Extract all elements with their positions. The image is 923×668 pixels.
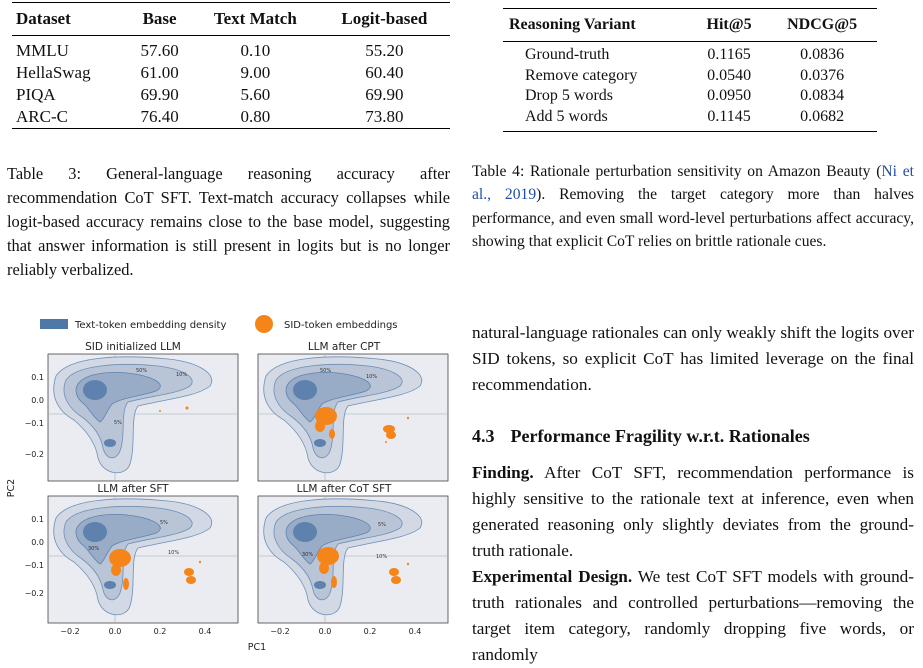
table-cell: Remove category (525, 66, 638, 84)
table-4-header: Hit@5 (691, 9, 767, 42)
legend-label: SID-token embeddings (284, 320, 398, 331)
section-number: 4.3 (472, 426, 495, 446)
table-cell: 0.0836 (800, 46, 845, 64)
table-cell: 0.0540 (707, 66, 752, 84)
table-cell: 60.40 (365, 63, 404, 82)
section-heading (472, 426, 914, 447)
table-4-caption (472, 160, 914, 254)
citation-link[interactable]: Ni et al., 2019 (472, 163, 914, 204)
y-tick-label: 0.0 (31, 538, 44, 547)
design-paragraph (472, 564, 914, 668)
x-tick-label: −0.2 (270, 627, 290, 636)
table-cell: PIQA (16, 85, 56, 104)
design-label: Experimental Design. (472, 567, 633, 586)
contour-label: 30% (302, 552, 314, 558)
panel-after-cpt (258, 354, 448, 481)
panel-title: LLM after CoT SFT (296, 483, 392, 495)
contour-label: 50% (320, 368, 332, 374)
legend-label: Text-token embedding density (75, 320, 227, 331)
pca-figure (0, 312, 460, 657)
table-cell: 0.0834 (800, 87, 845, 105)
finding-text: After CoT SFT, recommendation performance is highly sensitive to the rationale text at inference, even when generated reasoning only slightly deviates from the ground-truth rationale. (472, 463, 914, 560)
y-tick-label: −0.1 (24, 561, 44, 570)
x-tick-label: 0.2 (363, 627, 377, 636)
x-tick-label: −0.2 (60, 627, 80, 636)
y-axis-label: PC2 (6, 478, 17, 498)
y-tick-label: 0.1 (31, 373, 44, 382)
contour-label: 50% (136, 368, 148, 374)
table-cell: 0.0682 (800, 107, 845, 125)
table-cell: 0.1145 (707, 107, 751, 125)
table-cell: 0.80 (240, 107, 271, 126)
table-row (12, 62, 450, 84)
table-cell: MMLU (16, 41, 69, 60)
y-tick-label: −0.1 (24, 419, 44, 428)
panel-title: LLM after CPT (307, 341, 381, 353)
table-cell: HellaSwag (16, 63, 91, 82)
panel-title: LLM after SFT (97, 483, 169, 495)
table-cell: 55.20 (365, 41, 404, 60)
y-tick-label: −0.2 (24, 589, 44, 598)
contour-label: 10% (176, 372, 188, 378)
panel-after-cot-sft (258, 496, 448, 623)
table-cell: 69.90 (365, 85, 404, 104)
table-cell: 76.40 (140, 107, 179, 126)
table-4-header: Reasoning Variant (503, 9, 691, 42)
table-row (503, 86, 877, 107)
table-cell: 0.1165 (707, 46, 751, 64)
panel-after-sft (48, 496, 238, 623)
table-cell: 61.00 (140, 63, 179, 82)
contour-label: 10% (168, 550, 180, 556)
finding-label: Finding. (472, 463, 534, 482)
contour-label: 10% (366, 374, 378, 380)
finding-paragraph (472, 460, 914, 564)
table-3-header: Dataset (12, 3, 127, 36)
table-4 (503, 8, 877, 132)
table-cell: 57.60 (140, 41, 179, 60)
table-cell: Add 5 words (525, 107, 608, 125)
contour-label: 5% (378, 522, 386, 528)
y-tick-label: 0.1 (31, 515, 44, 524)
panel-title: SID initialized LLM (85, 341, 181, 353)
caption-text: Table 4: Rationale perturbation sensitivity on Amazon Beauty ( (472, 163, 882, 180)
table-3-caption: Table 3: General-language reasoning accuracy after recommendation CoT SFT. Text-match accuracy collapses while logit-based accuracy remains close to the base model, suggesting that answer information is still present in logits but is no longer reliably verbalized. (7, 164, 450, 279)
x-tick-label: 0.4 (198, 627, 212, 636)
table-cell: 0.0376 (800, 66, 845, 84)
design-text: We test CoT SFT models with ground-truth rationales and controlled perturbations—removing the target item category, randomly dropping five words, or randomly (472, 567, 914, 664)
table-cell: ARC-C (16, 107, 68, 126)
x-tick-label: 0.2 (153, 627, 167, 636)
table-cell: Drop 5 words (525, 87, 613, 105)
contour-label: 10% (376, 554, 388, 560)
y-tick-label: −0.2 (24, 450, 44, 459)
section-title: Performance Fragility w.r.t. Rationales (510, 426, 810, 446)
table-row (503, 42, 877, 66)
caption-text: ). Removing the target category more than halves performance, and even small word-level perturbations affect accuracy, showing that explicit CoT relies on brittle rationale cues. (472, 186, 914, 251)
x-tick-label: 0.0 (318, 627, 332, 636)
table-cell: 0.10 (240, 41, 271, 60)
legend-swatch-density (40, 319, 68, 329)
table-row (12, 36, 450, 63)
table-row (503, 107, 877, 132)
table-row (12, 84, 450, 106)
x-axis-label: PC1 (247, 642, 267, 653)
panel-sid-initialized (48, 354, 238, 481)
contour-label: 30% (88, 546, 100, 552)
x-tick-label: 0.0 (108, 627, 122, 636)
legend-swatch-sid (255, 315, 273, 333)
table-cell: 73.80 (365, 107, 404, 126)
x-tick-label: 0.4 (408, 627, 422, 636)
table-cell: 69.90 (140, 85, 179, 104)
table-cell: 0.0950 (707, 87, 752, 105)
paragraph: natural-language rationales can only weakly shift the logits over SID tokens, so explicit CoT has limited leverage on the final recommendation. (472, 323, 914, 394)
contour-label: 5% (160, 520, 168, 526)
table-3-header: Logit-based (319, 3, 450, 36)
table-cell: Ground-truth (525, 46, 610, 64)
table-cell: 5.60 (240, 85, 271, 104)
table-row (503, 66, 877, 87)
contour-label: 5% (114, 420, 122, 426)
table-cell: 9.00 (240, 63, 271, 82)
y-tick-label: 0.0 (31, 396, 44, 405)
table-row (12, 106, 450, 129)
table-3-header: Text Match (192, 3, 319, 36)
table-3-header: Base (127, 3, 192, 36)
table-3 (12, 2, 450, 129)
table-4-header: NDCG@5 (767, 9, 877, 42)
